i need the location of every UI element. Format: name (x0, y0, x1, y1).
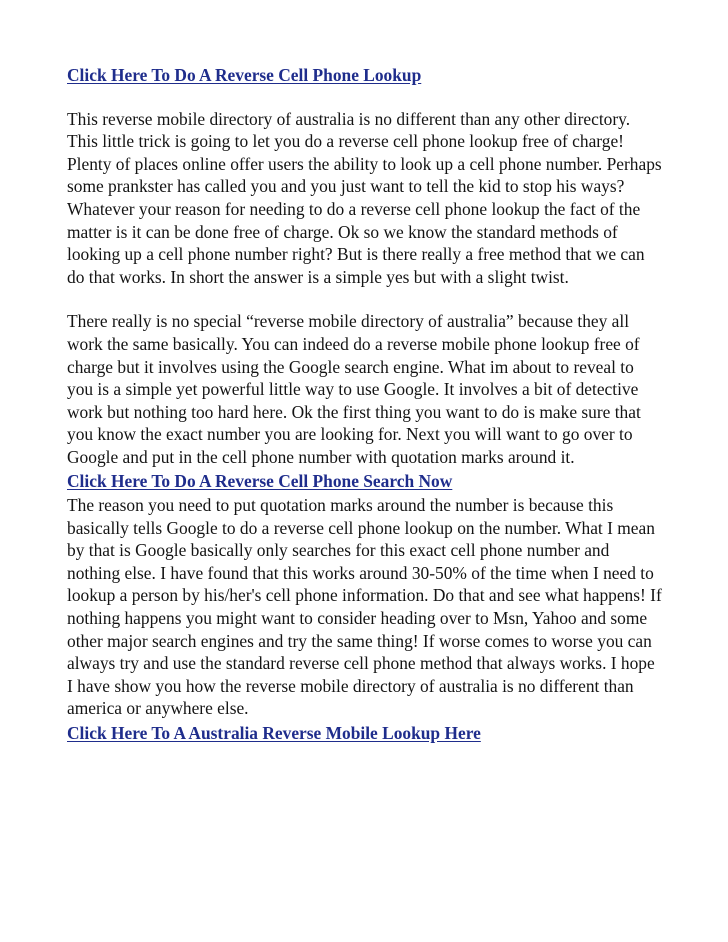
method-paragraph: There really is no special “reverse mobile directory of australia” because they all work the same basically. You can indeed do a reverse mobile phone lookup free of charge but it involves using the Google search engine. What im about to reveal to you is a simple yet powerful little way to use Google. It involves a bit of detective work but nothing too hard here. Ok the first thing you want to do is make sure that you know the exact number you are looking for. Next you will want to go over to Google and put in the cell phone number with quotation marks around it. (67, 311, 641, 467)
reverse-cell-phone-lookup-link[interactable]: Click Here To Do A Reverse Cell Phone Lookup (67, 65, 422, 85)
document-page (67, 64, 663, 745)
explanation-paragraph: The reason you need to put quotation marks around the number is because this basically tells Google to do a reverse cell phone lookup on the number. What I mean by that is Google basically only searches for this exact cell phone number and nothing else. I have found that this works around 30-50% of the time when I need to lookup a person by his/her's cell phone information. Do that and see what happens! If nothing happens you might want to consider heading over to Msn, Yahoo and some other major search engines and try the same thing! If worse comes to worse you can always try and use the standard reverse cell phone method that always works. I hope I have show you how the reverse mobile directory of australia is no different than america or anywhere else. (67, 495, 662, 719)
australia-reverse-mobile-lookup-link[interactable]: Click Here To A Australia Reverse Mobile Lookup Here (67, 723, 481, 744)
intro-paragraph: This reverse mobile directory of australia is no different than any other directory. This little trick is going to let you do a reverse cell phone lookup free of charge! Plenty of places online offer users the ability to look up a cell phone number. Perhaps some prankster has called you and you just want to tell the kid to stop his ways? Whatever your reason for needing to do a reverse cell phone lookup the fact of the matter is it can be done free of charge. Ok so we know the standard methods of looking up a cell phone number right? But is there really a free method that we can do that works. In short the answer is a simple yes but with a slight twist. (67, 108, 662, 287)
reverse-cell-phone-search-link[interactable]: Click Here To Do A Reverse Cell Phone Search Now (67, 470, 453, 491)
